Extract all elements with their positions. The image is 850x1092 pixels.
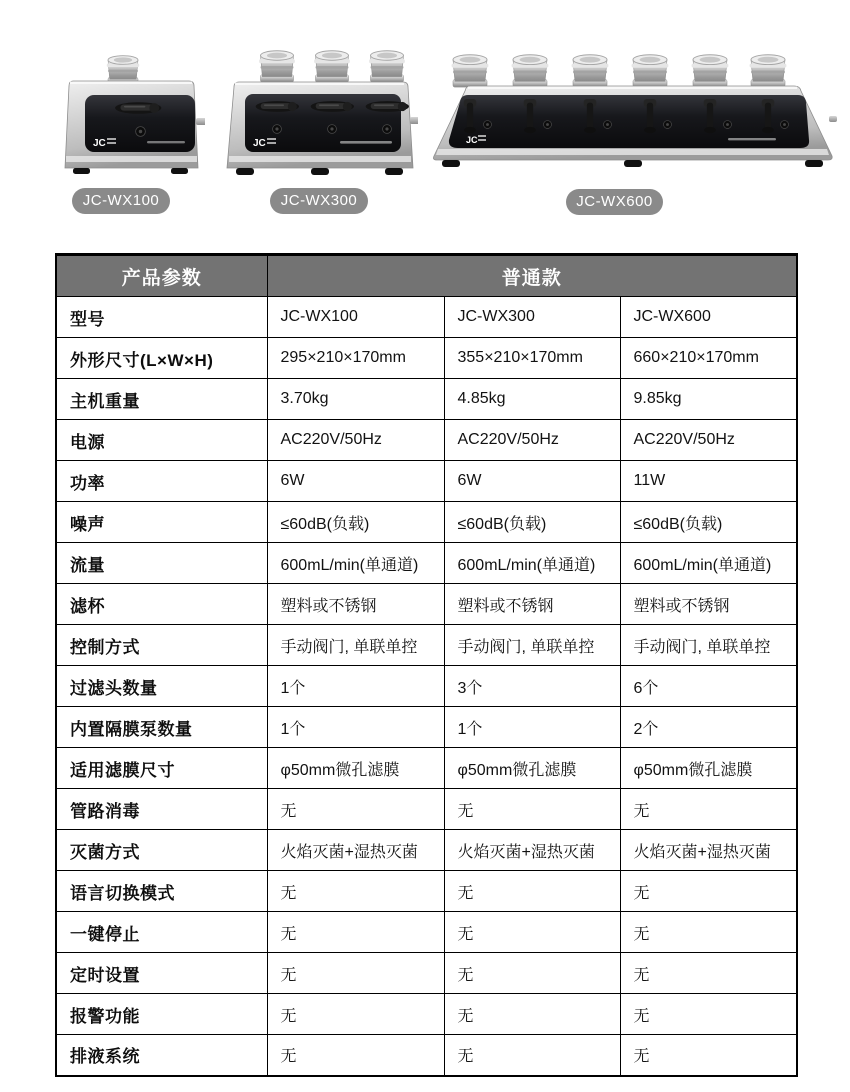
model-badge-jc-wx300: JC-WX300 [270,188,368,214]
spec-row [56,953,797,994]
param-label: 管路消毒 [56,789,267,830]
param-value: 塑料或不锈钢 [267,584,444,625]
param-value: 手动阀门, 单联单控 [444,625,620,666]
param-value: ≤60dB(负载) [444,502,620,543]
spec-table-body [56,297,797,1076]
param-value: 9.85kg [620,379,797,420]
param-value: 2个 [620,707,797,748]
param-label: 控制方式 [56,625,267,666]
param-value: JC-WX300 [444,297,620,338]
param-value: 无 [267,1035,444,1076]
param-label: 适用滤膜尺寸 [56,748,267,789]
param-label: 外形尺寸(L×W×H) [56,338,267,379]
product-image-jc-wx100 [55,50,205,182]
param-value: 无 [620,1035,797,1076]
param-value: 无 [620,912,797,953]
model-badge-jc-wx100: JC-WX100 [72,188,170,214]
svg-text:JC: JC [253,138,266,149]
spec-row [56,1035,797,1076]
param-header-cell: 产品参数 [56,255,267,297]
product-showcase [0,0,850,235]
param-value: φ50mm微孔滤膜 [620,748,797,789]
param-label: 型号 [56,297,267,338]
param-value: 无 [620,953,797,994]
param-value: 3个 [444,666,620,707]
param-value: 手动阀门, 单联单控 [267,625,444,666]
param-label: 过滤头数量 [56,666,267,707]
spec-row [56,707,797,748]
param-label: 功率 [56,461,267,502]
param-value: 无 [444,1035,620,1076]
param-value: 1个 [267,707,444,748]
param-value: 无 [444,994,620,1035]
param-value: 3.70kg [267,379,444,420]
param-value: 无 [444,912,620,953]
spec-row [56,379,797,420]
spec-row [56,297,797,338]
param-value: 无 [267,994,444,1035]
spec-row [56,461,797,502]
param-label: 主机重量 [56,379,267,420]
param-value: 无 [267,871,444,912]
param-value: 660×210×170mm [620,338,797,379]
param-label: 电源 [56,420,267,461]
param-value: 6个 [620,666,797,707]
param-value: ≤60dB(负载) [267,502,444,543]
param-value: AC220V/50Hz [444,420,620,461]
spec-row [56,420,797,461]
spec-row [56,666,797,707]
param-label: 滤杯 [56,584,267,625]
param-value: 295×210×170mm [267,338,444,379]
param-value: φ50mm微孔滤膜 [267,748,444,789]
param-value: 无 [444,871,620,912]
table-header-row [56,255,797,297]
param-value: 塑料或不锈钢 [620,584,797,625]
spec-row [56,584,797,625]
param-value: 11W [620,461,797,502]
param-label: 一键停止 [56,912,267,953]
spec-table [55,253,798,1077]
svg-text:JC: JC [93,138,106,149]
param-value: 无 [267,912,444,953]
model-badge-jc-wx600: JC-WX600 [566,189,663,215]
param-value: 无 [620,789,797,830]
product-image-jc-wx300 [222,44,418,182]
spec-row [56,789,797,830]
param-value: JC-WX600 [620,297,797,338]
spec-row [56,830,797,871]
svg-text:JC: JC [466,135,478,145]
param-label: 灭菌方式 [56,830,267,871]
param-value: 1个 [267,666,444,707]
param-value: AC220V/50Hz [267,420,444,461]
group-header-cell: 普通款 [267,255,797,297]
product-image-jc-wx600 [428,50,838,172]
param-label: 定时设置 [56,953,267,994]
spec-row [56,871,797,912]
param-value: 无 [620,871,797,912]
param-label: 语言切换模式 [56,871,267,912]
param-value: JC-WX100 [267,297,444,338]
param-value: 6W [267,461,444,502]
param-value: 1个 [444,707,620,748]
param-value: 火焰灭菌+湿热灭菌 [444,830,620,871]
param-value: 4.85kg [444,379,620,420]
param-value: 600mL/min(单通道) [267,543,444,584]
param-value: φ50mm微孔滤膜 [444,748,620,789]
param-value: 塑料或不锈钢 [444,584,620,625]
param-value: AC220V/50Hz [620,420,797,461]
param-value: 无 [444,789,620,830]
spec-row [56,543,797,584]
param-value: 无 [267,789,444,830]
param-value: ≤60dB(负载) [620,502,797,543]
param-value: 600mL/min(单通道) [444,543,620,584]
param-label: 噪声 [56,502,267,543]
param-label: 报警功能 [56,994,267,1035]
spec-row [56,748,797,789]
param-value: 火焰灭菌+湿热灭菌 [267,830,444,871]
param-value: 手动阀门, 单联单控 [620,625,797,666]
param-label: 流量 [56,543,267,584]
param-value: 355×210×170mm [444,338,620,379]
param-value: 火焰灭菌+湿热灭菌 [620,830,797,871]
spec-row [56,625,797,666]
param-value: 无 [267,953,444,994]
param-value: 6W [444,461,620,502]
param-value: 600mL/min(单通道) [620,543,797,584]
spec-row [56,994,797,1035]
param-label: 排液系统 [56,1035,267,1076]
spec-row [56,338,797,379]
param-value: 无 [620,994,797,1035]
spec-row [56,502,797,543]
param-label: 内置隔膜泵数量 [56,707,267,748]
spec-row [56,912,797,953]
param-value: 无 [444,953,620,994]
